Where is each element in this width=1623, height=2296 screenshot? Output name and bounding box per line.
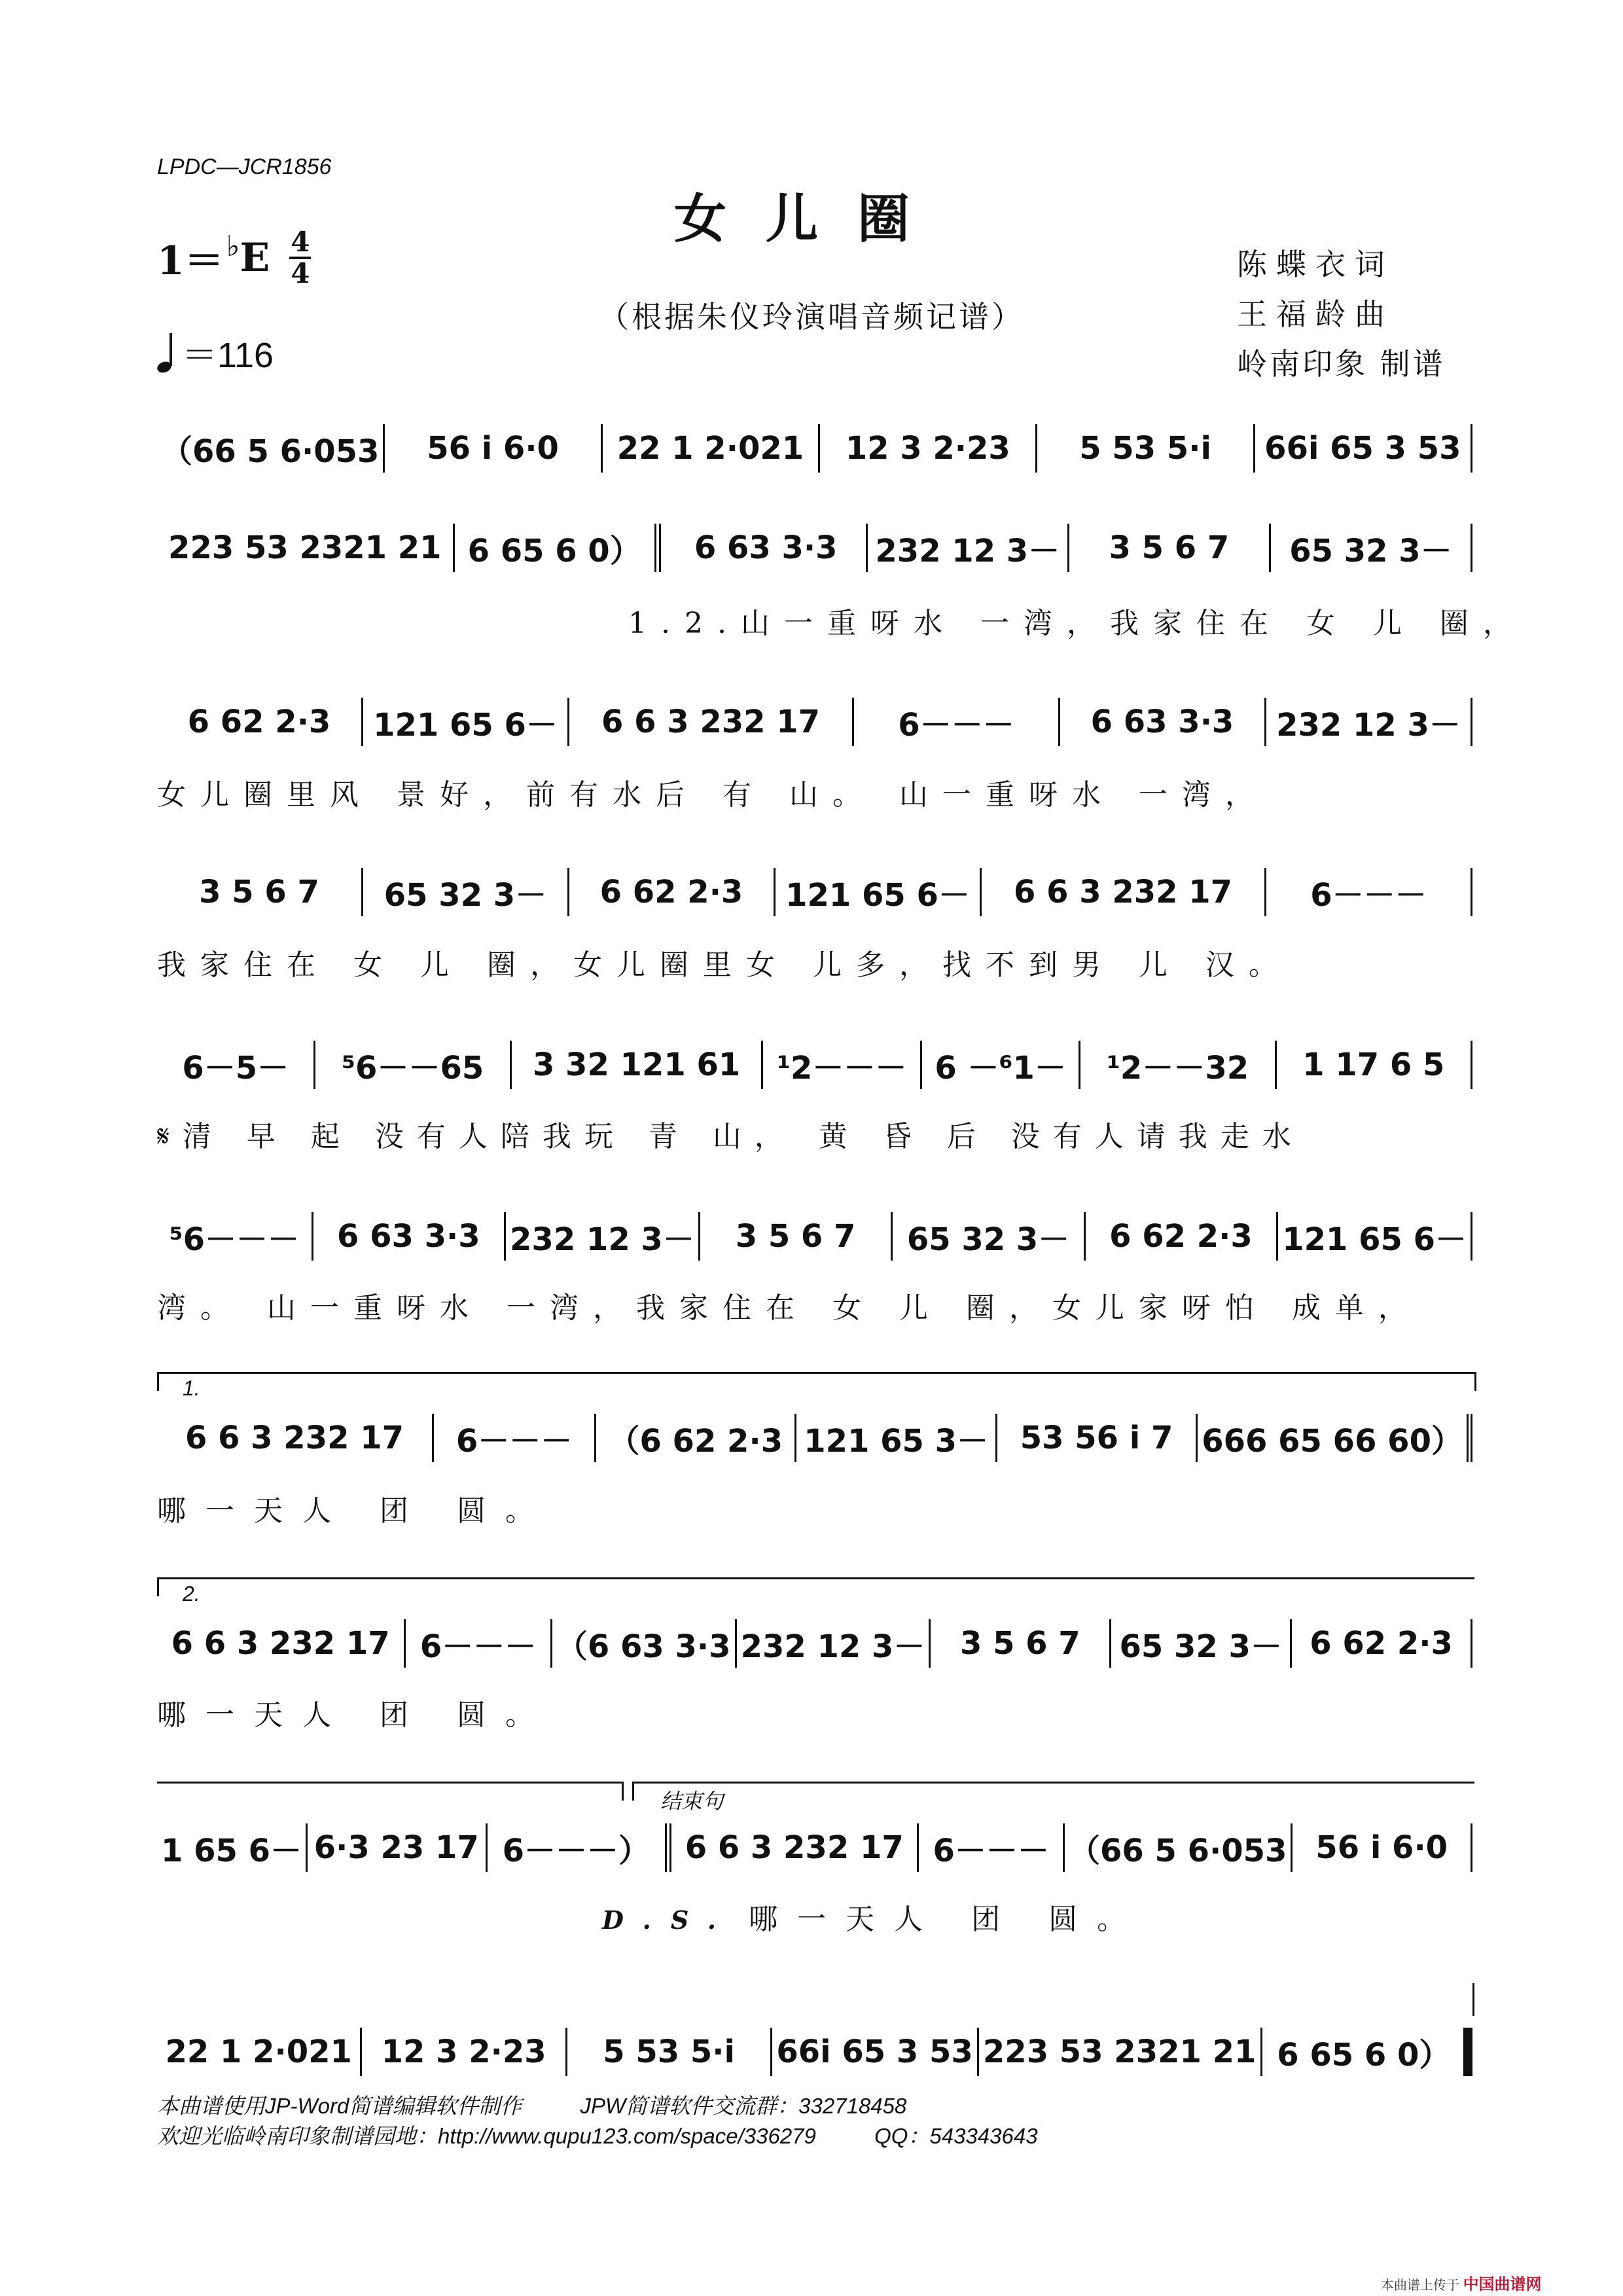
measure: 22 1 2·021 — [603, 424, 820, 473]
measure: 65 32 3－ — [1111, 1619, 1292, 1668]
lyric-line: 𝄋清 早 起 没有人陪我玩 青 山， 黄 昏 后 没有人请我走水 — [157, 1120, 1304, 1153]
staff-line-7 — [157, 1414, 1472, 1462]
tempo-marking — [157, 327, 274, 378]
measure: 3 5 6 7 — [157, 868, 363, 916]
time-bottom: 4 — [291, 257, 310, 289]
lyric-text: 哪一天人 团 圆。 — [749, 1903, 1146, 1936]
subtitle: （根据朱仪玲演唱音频记谱） — [599, 299, 1024, 334]
composer: 王福龄曲 — [1237, 296, 1394, 332]
measure: 6 63 3·3 — [661, 524, 868, 572]
measure: 65 32 3－ — [363, 868, 569, 916]
measure: 6－－－ — [854, 698, 1060, 746]
lyric-line: 我家住在 女 儿 圈，女儿圈里女 儿多，找不到男 儿 汉。 — [157, 948, 1292, 982]
measure: 232 12 3－ — [1266, 698, 1472, 746]
measure: 1 65 6－ — [157, 1823, 308, 1872]
da-segno-marking: D.S. — [602, 1905, 736, 1935]
staff-line-8 — [157, 1619, 1472, 1668]
footer-line-2 — [157, 2119, 1038, 2150]
measure: 6 65 6 0） — [1262, 2028, 1472, 2076]
measure: （66 5 6·053 — [1065, 1823, 1293, 1872]
staff-line-3 — [157, 698, 1472, 746]
volta-bracket-2 — [157, 1577, 1474, 1605]
measure: 6 6 3 232 17 — [982, 868, 1266, 916]
measure: 6·3 23 17 — [308, 1823, 488, 1872]
measure: 232 12 3－ — [737, 1619, 931, 1668]
measure: 12 3 2·23 — [820, 424, 1037, 473]
measure: （6 62 2·3 — [596, 1414, 796, 1462]
footer-group: JPW简谱软件交流群：332718458 — [580, 2094, 907, 2118]
time-signature — [289, 228, 311, 288]
measure: 6 62 2·3 — [569, 868, 776, 916]
measure: 223 53 2321 21 — [157, 524, 455, 572]
measure: 6－－－ — [1266, 868, 1472, 916]
measure: 5 53 5·i — [567, 2028, 772, 2076]
lyric-line: 哪一天人 团 圆。 — [157, 1494, 554, 1528]
flat-icon: ♭ — [226, 229, 240, 263]
measure: 6 －⁶1－ — [922, 1041, 1080, 1089]
volta-bracket-1 — [157, 1372, 1476, 1400]
staff-line-5 — [157, 1041, 1472, 1089]
measure: ¹2－－32 — [1080, 1041, 1276, 1089]
measure: 3 32 121 61 — [512, 1041, 764, 1089]
measure: 6 63 3·3 — [313, 1212, 506, 1261]
footer-software: 本曲谱使用JP-Word简谱编辑软件制作 — [157, 2094, 522, 2118]
final-bar-tail — [1453, 1983, 1474, 2016]
page-title: 女儿圈 — [674, 188, 949, 249]
measure: ⁵6－－－ — [157, 1212, 313, 1261]
measure: 6 65 6 0） — [455, 524, 661, 572]
score-code: LPDC—JCR1856 — [157, 154, 332, 179]
measure: 65 32 3－ — [893, 1212, 1085, 1261]
measure: 6－－－ — [434, 1414, 596, 1462]
volta-label: 1. — [183, 1376, 200, 1400]
measure: 12 3 2·23 — [362, 2028, 567, 2076]
measure: 6－－－） — [488, 1823, 672, 1872]
measure: 6－－－ — [406, 1619, 552, 1668]
ending-bracket — [632, 1782, 1474, 1813]
measure: 6－5－ — [157, 1041, 315, 1089]
measure: 56 i 6·0 — [385, 424, 602, 473]
measure: 3 5 6 7 — [700, 1212, 893, 1261]
measure: （66 5 6·053 — [157, 424, 385, 473]
measure: 121 65 6－ — [363, 698, 569, 746]
measure: 6 6 3 232 17 — [157, 1619, 406, 1668]
lyric-line: 女儿圈里风 景好，前有水后 有 山。 山一重呀水 一湾， — [157, 778, 1268, 812]
measure: 6 6 3 232 17 — [671, 1823, 919, 1872]
footer-website: 欢迎光临岭南印象制谱园地：http://www.qupu123.com/space/336279 — [157, 2124, 816, 2148]
measure: 6 62 2·3 — [1292, 1619, 1472, 1668]
measure: 3 5 6 7 — [1069, 524, 1271, 572]
measure: 65 32 3－ — [1271, 524, 1472, 572]
staff-line-1 — [157, 424, 1472, 473]
volta-bracket-continuation — [157, 1782, 624, 1801]
ending-label: 结束句 — [660, 1789, 724, 1813]
staff-line-9 — [157, 1823, 1472, 1872]
measure: 3 5 6 7 — [931, 1619, 1111, 1668]
measure: 6 6 3 232 17 — [157, 1414, 434, 1462]
measure: ⁵6－－65 — [315, 1041, 511, 1089]
measure: 53 56 i 7 — [997, 1414, 1198, 1462]
measure: 5 53 5·i — [1037, 424, 1255, 473]
lyricist: 陈蝶衣词 — [1237, 247, 1394, 282]
staff-line-6 — [157, 1212, 1472, 1261]
key-note: E — [240, 235, 270, 281]
staff-line-2 — [157, 524, 1472, 572]
arranger: 岭南印象 制谱 — [1237, 346, 1446, 382]
measure: 232 12 3－ — [868, 524, 1069, 572]
measure: ¹2－－－ — [763, 1041, 921, 1089]
upload-stamp — [1381, 2271, 1542, 2294]
stamp-text: 本曲谱上传于 — [1381, 2278, 1459, 2293]
measure: 232 12 3－ — [506, 1212, 700, 1261]
lyric-line: 哪一天人 团 圆。 — [157, 1698, 554, 1732]
quarter-note-icon — [157, 333, 174, 372]
key-prefix: 1＝ — [157, 238, 224, 284]
measure: 6 63 3·3 — [1060, 698, 1266, 746]
measure: 223 53 2321 21 — [979, 2028, 1262, 2076]
time-top: 4 — [291, 226, 310, 258]
lyric-line — [157, 1895, 1623, 1937]
measure: 6 62 2·3 — [157, 698, 363, 746]
measure: 121 65 6－ — [1278, 1212, 1472, 1261]
measure: 121 65 6－ — [776, 868, 982, 916]
measure: 666 65 66 60） — [1198, 1414, 1472, 1462]
site-logo: 中国曲谱网 — [1463, 2276, 1542, 2293]
lyric-line: 湾。 山一重呀水 一湾，我家住在 女 儿 圈，女儿家呀怕 成单， — [157, 1291, 1421, 1325]
measure: 1 17 6 5 — [1277, 1041, 1472, 1089]
footer-line-1 — [157, 2089, 906, 2120]
measure: 66i 65 3 53 — [772, 2028, 978, 2076]
staff-line-4 — [157, 868, 1472, 916]
tempo-value: ＝116 — [182, 336, 274, 375]
measure: （6 63 3·3 — [552, 1619, 737, 1668]
measure: 121 65 3－ — [796, 1414, 997, 1462]
measure: 6 6 3 232 17 — [569, 698, 854, 746]
key-signature — [157, 228, 311, 288]
footer-qq: QQ：543343643 — [874, 2124, 1038, 2148]
volta-label: 2. — [183, 1582, 200, 1605]
measure: 66i 65 3 53 — [1255, 424, 1472, 473]
lyric-line: 1.2.山一重呀水 一湾，我家住在 女 儿 圈， — [628, 607, 1526, 640]
measure: 6－－－ — [919, 1823, 1065, 1872]
measure: 22 1 2·021 — [157, 2028, 362, 2076]
measure: 56 i 6·0 — [1293, 1823, 1472, 1872]
staff-line-10 — [157, 2028, 1472, 2076]
measure: 6 62 2·3 — [1086, 1212, 1278, 1261]
